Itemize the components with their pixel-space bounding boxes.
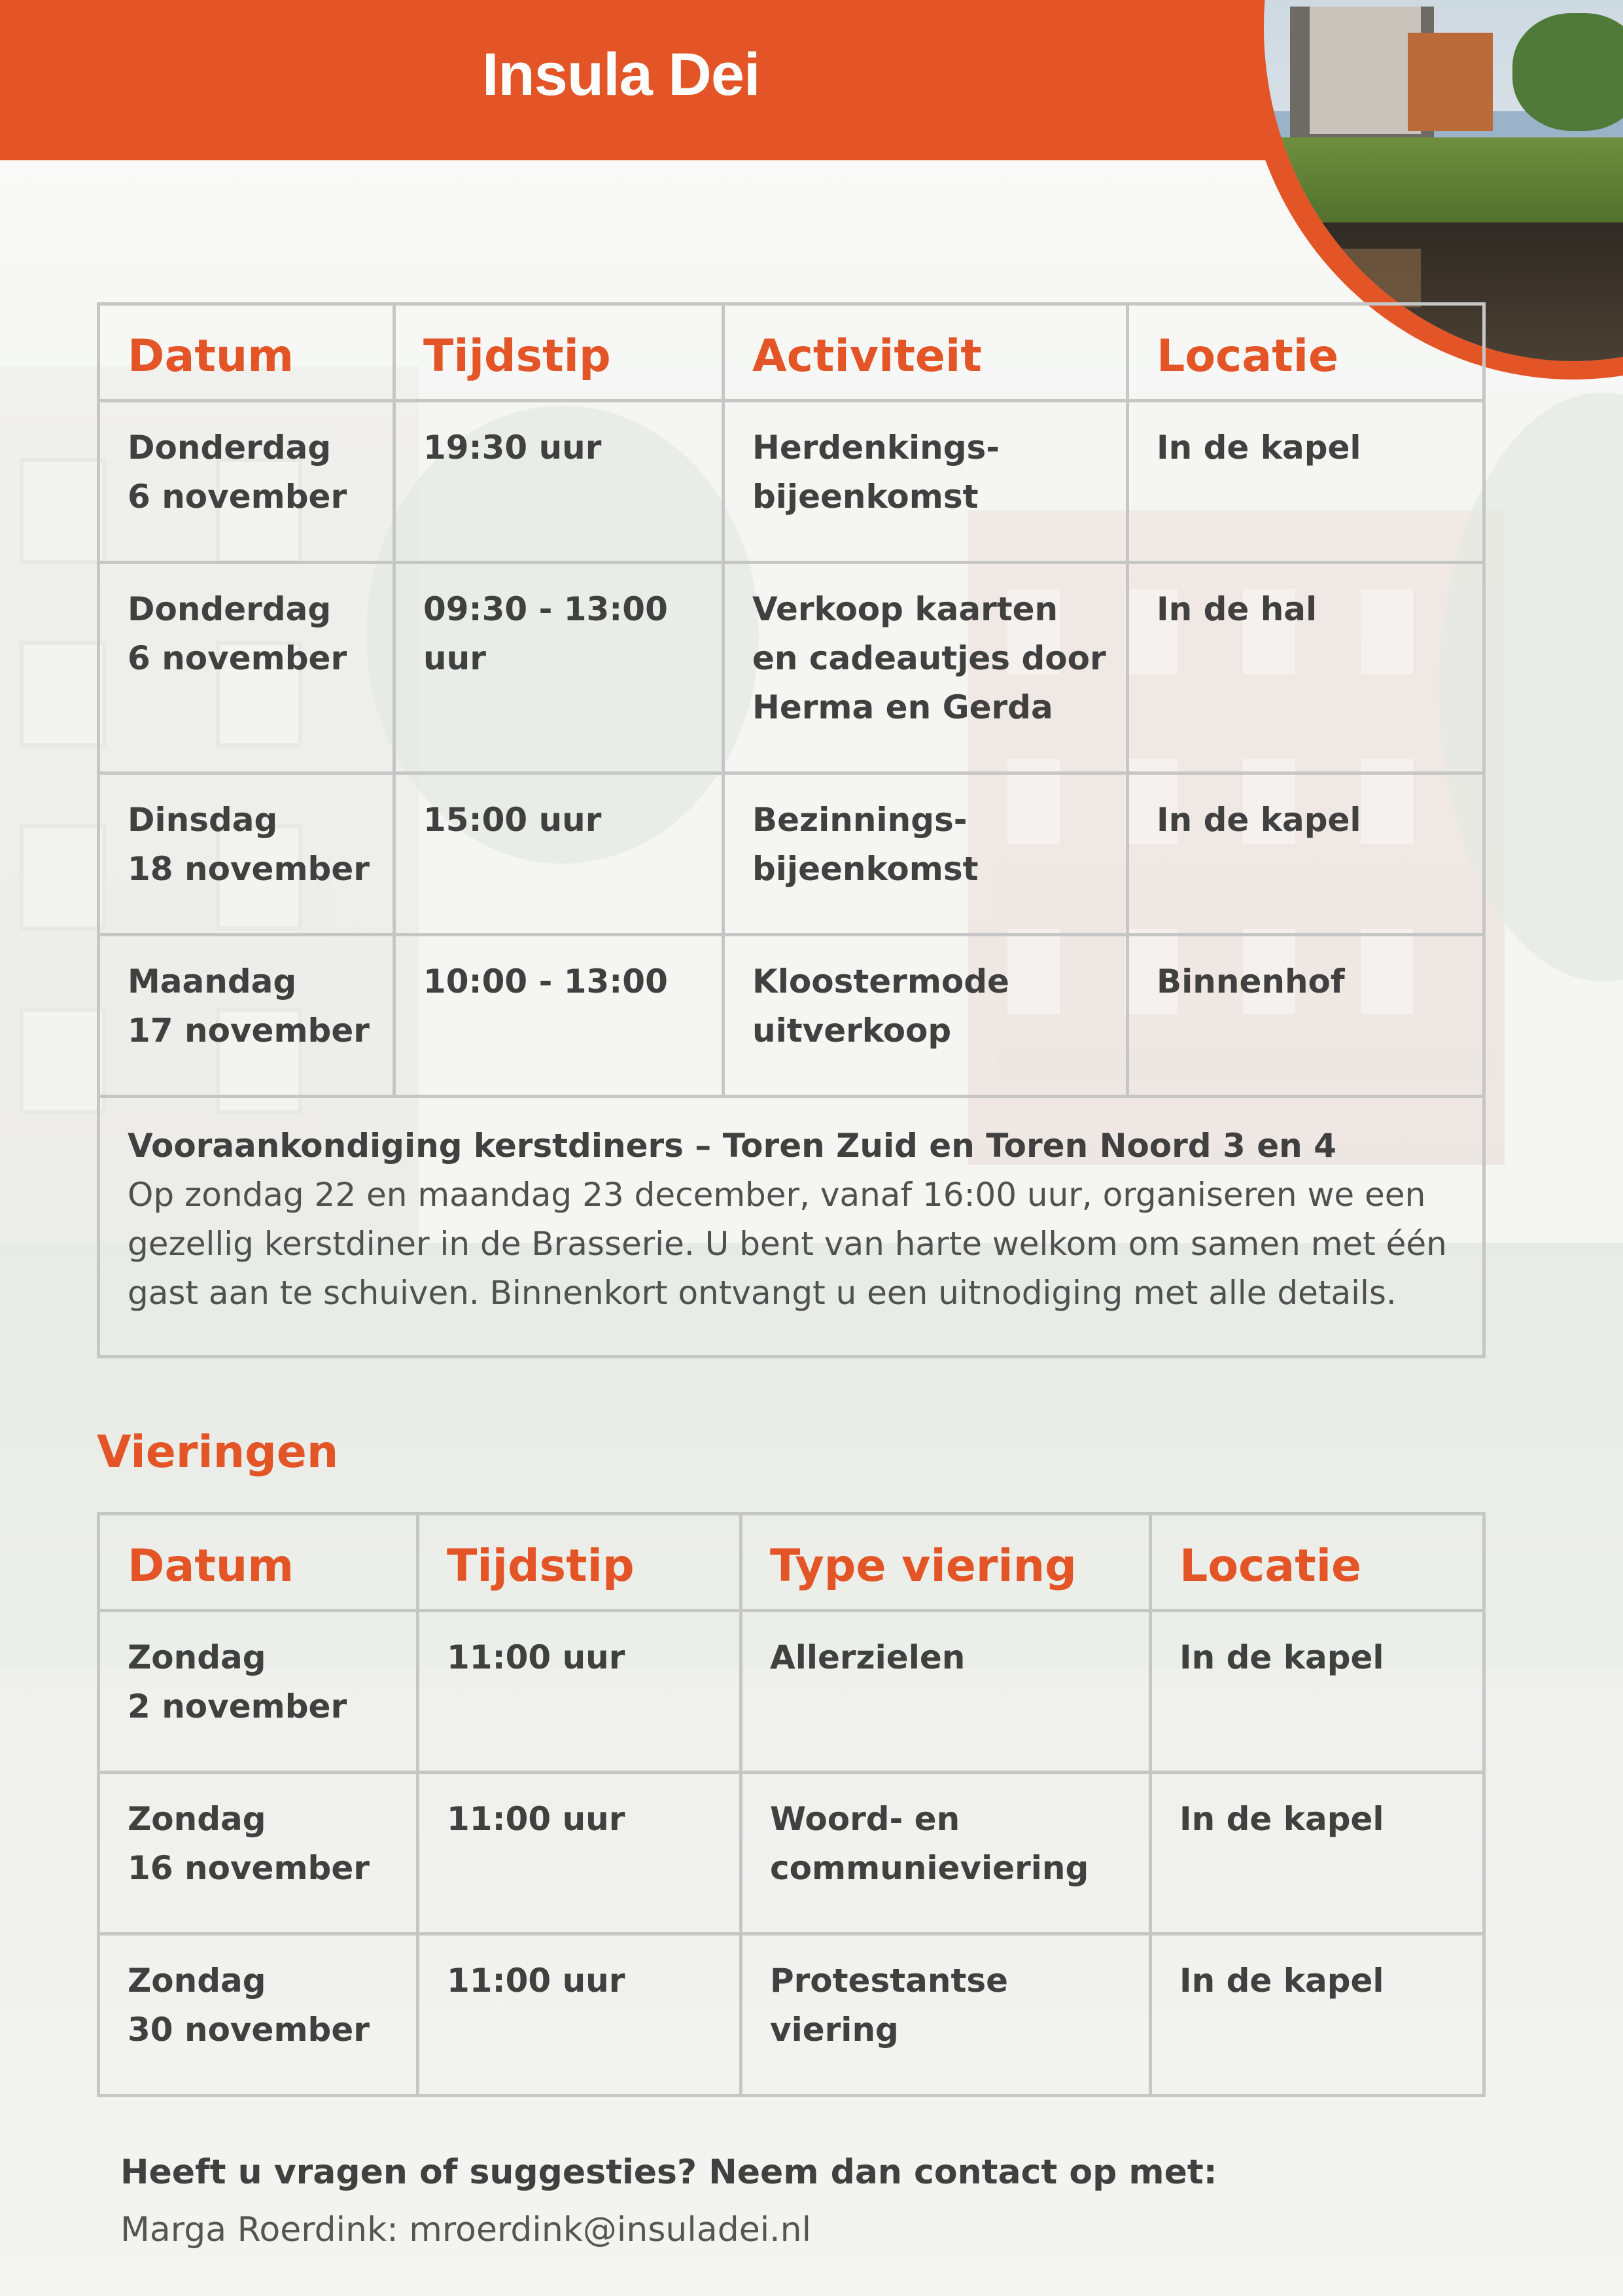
cell-tijdstip: 09:30 - 13:00 uur [394, 563, 724, 773]
cell-activiteit: Bezinnings- bijeenkomst [724, 773, 1128, 935]
cell-datum: Donderdag 6 november [99, 401, 394, 563]
cell-locatie: In de kapel [1151, 1611, 1484, 1773]
cell-tijdstip: 11:00 uur [418, 1611, 741, 1773]
cell-tijdstip: 11:00 uur [418, 1934, 741, 2096]
column-header-tijdstip: Tijdstip [394, 304, 724, 401]
table-row [99, 401, 1484, 563]
cell-datum: Maandag 17 november [99, 935, 394, 1097]
cell-type: Protestantse viering [741, 1934, 1151, 2096]
section-title-vieringen: Vieringen [97, 1426, 339, 1478]
christmas-notice [99, 1097, 1484, 1357]
column-header-locatie: Locatie [1151, 1514, 1484, 1611]
notice-text-line: gast aan te schuiven. Binnenkort ontvangt u een uitnodiging met alle details. [128, 1274, 1397, 1312]
table-row [99, 563, 1484, 773]
column-header-type-viering: Type viering [741, 1514, 1151, 1611]
cell-locatie: In de hal [1128, 563, 1484, 773]
cell-tijdstip: 11:00 uur [418, 1773, 741, 1934]
cell-datum: Donderdag 6 november [99, 563, 394, 773]
column-header-datum: Datum [99, 304, 394, 401]
cell-activiteit: Kloostermode uitverkoop [724, 935, 1128, 1097]
table-header-row [99, 1514, 1484, 1611]
vieringen-table [97, 1512, 1486, 2097]
cell-datum: Dinsdag 18 november [99, 773, 394, 935]
cell-locatie: Binnenhof [1128, 935, 1484, 1097]
cell-tijdstip: 10:00 - 13:00 [394, 935, 724, 1097]
cell-type: Allerzielen [741, 1611, 1151, 1773]
column-header-datum: Datum [99, 1514, 418, 1611]
table-row [99, 773, 1484, 935]
notice-text-line: gezellig kerstdiner in de Brasserie. U bent van harte welkom om samen met één [128, 1225, 1447, 1263]
table-row [99, 935, 1484, 1097]
notice-row [99, 1097, 1484, 1357]
column-header-activiteit: Activiteit [724, 304, 1128, 401]
cell-locatie: In de kapel [1128, 773, 1484, 935]
table-row [99, 1773, 1484, 1934]
cell-locatie: In de kapel [1151, 1934, 1484, 2096]
cell-type: Woord- en communieviering [741, 1773, 1151, 1934]
page-title: Insula Dei [482, 41, 760, 108]
footer-question: Heeft u vragen of suggesties? Neem dan contact op met: [120, 2153, 1217, 2192]
column-header-locatie: Locatie [1128, 304, 1484, 401]
cell-tijdstip: 19:30 uur [394, 401, 724, 563]
cell-activiteit: Verkoop kaarten en cadeautjes door Herma en Gerda [724, 563, 1128, 773]
cell-datum: Zondag 2 november [99, 1611, 418, 1773]
cell-datum: Zondag 16 november [99, 1773, 418, 1934]
table-row [99, 1611, 1484, 1773]
cell-datum: Zondag 30 november [99, 1934, 418, 2096]
table-row [99, 1934, 1484, 2096]
footer-contact: Marga Roerdink: mroerdink@insuladei.nl [120, 2210, 812, 2250]
activities-table [97, 302, 1486, 1358]
column-header-tijdstip: Tijdstip [418, 1514, 741, 1611]
cell-locatie: In de kapel [1151, 1773, 1484, 1934]
cell-activiteit: Herdenkings- bijeenkomst [724, 401, 1128, 563]
table-header-row [99, 304, 1484, 401]
notice-text-line: Op zondag 22 en maandag 23 december, vanaf 16:00 uur, organiseren we een [128, 1176, 1426, 1214]
cell-tijdstip: 15:00 uur [394, 773, 724, 935]
notice-title: Vooraankondiging kerstdiners – Toren Zuid en Toren Noord 3 en 4 [128, 1127, 1336, 1165]
cell-locatie: In de kapel [1128, 401, 1484, 563]
